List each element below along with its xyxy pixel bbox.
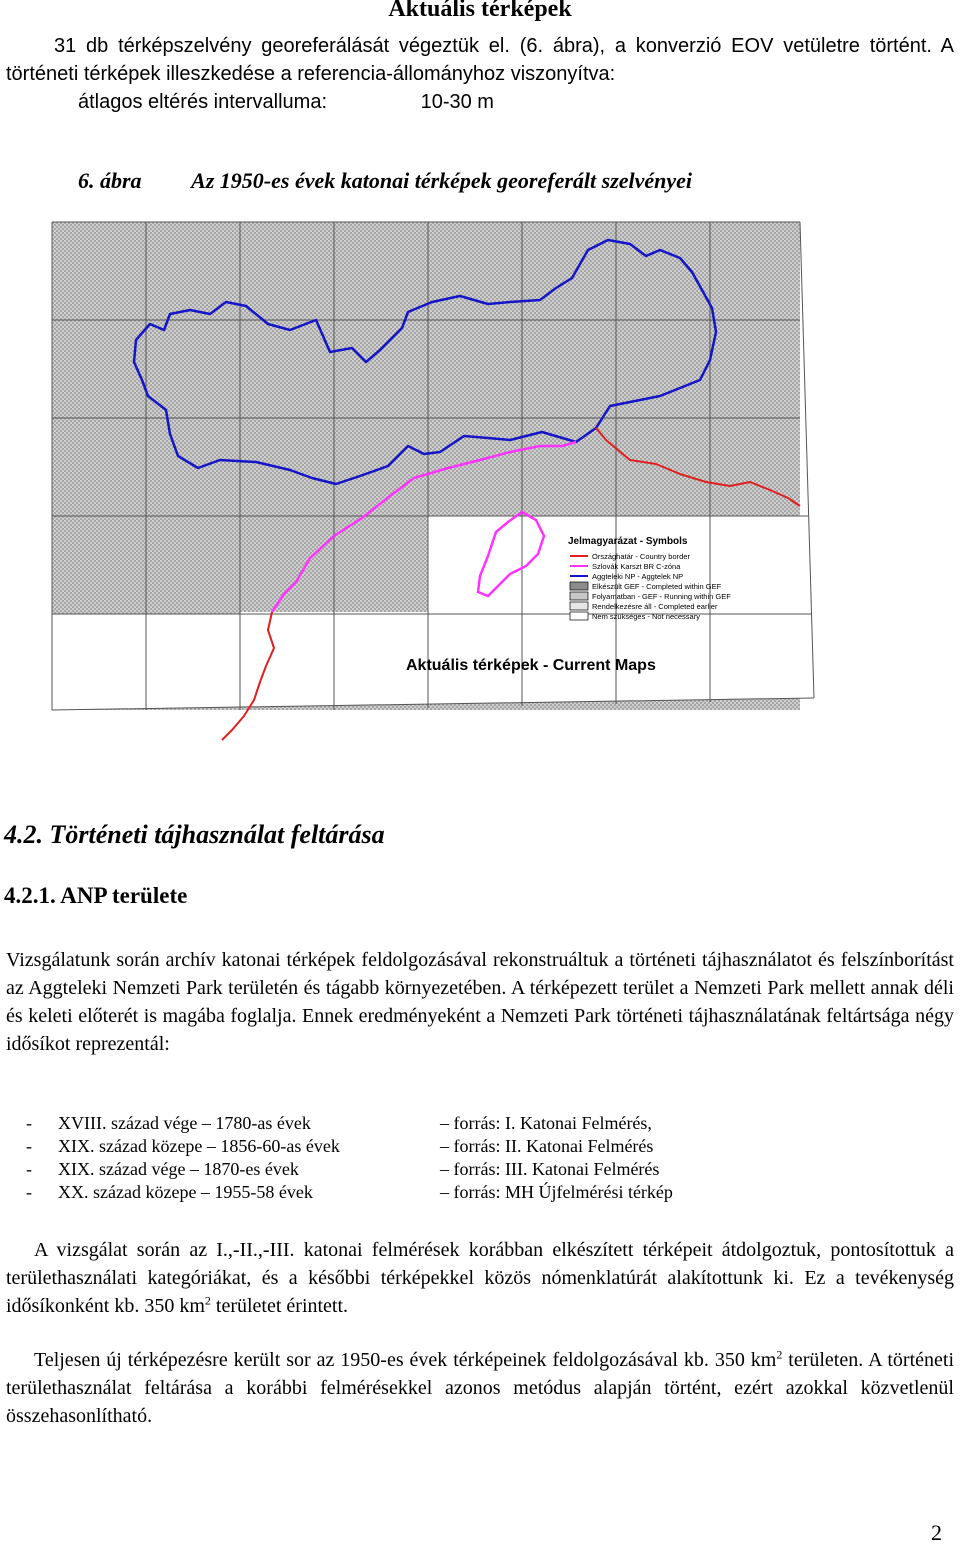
map-title: Aktuális térképek - Current Maps xyxy=(406,657,656,674)
figure-caption xyxy=(78,168,692,194)
legend-label: Rendelkezésre áll - Completed earlier xyxy=(592,602,718,611)
legend-label: Szlovák Karszt BR C-zóna xyxy=(592,562,681,571)
section-heading-4-2-1: 4.2.1. ANP területe xyxy=(4,883,188,908)
section-heading-4-2: 4.2. Történeti tájhasználat feltárása xyxy=(4,820,385,849)
completed-sheets xyxy=(52,222,810,710)
list-source: – forrás: II. Katonai Felmérés xyxy=(440,1136,654,1156)
paragraph-revision xyxy=(6,1236,954,1320)
page-heading: Aktuális térképek xyxy=(388,0,572,22)
legend-label: Nem szükséges - Not necessary xyxy=(592,612,700,621)
list-period: XVIII. század vége – 1780-as évek xyxy=(58,1113,311,1133)
list-item xyxy=(26,1181,673,1204)
list-source: – forrás: MH Újfelmérési térkép xyxy=(440,1182,673,1202)
period-list xyxy=(26,1112,673,1204)
intro-paragraph xyxy=(6,32,954,116)
deviation-value: 10-30 m xyxy=(420,91,494,113)
list-period: XX. század közepe – 1955-58 évek xyxy=(58,1182,313,1202)
list-dash: - xyxy=(26,1113,32,1133)
legend-label: Folyamatban - GEF - Running within GEF xyxy=(592,592,731,601)
list-period: XIX. század közepe – 1856-60-as évek xyxy=(58,1136,340,1156)
list-item xyxy=(26,1112,673,1135)
paragraph-methods: Vizsgálatunk során archív katonai térképek feldolgozásával rekonstruáltuk a történeti tájhasználatot és felszínborítást az Aggteleki Nemzeti Park területén és tágabb környezetében. A térképezett terület a Nemzeti Park mellett annak déli és keleti előterét is magába foglalja. Ennek eredményeként a Nemzeti Park történeti tájhasználatának feltártsága négy idősíkot reprezentál: xyxy=(6,949,954,1055)
superscript: 2 xyxy=(776,1347,783,1362)
legend-symbol xyxy=(570,582,588,590)
legend-label: Országhatár - Country border xyxy=(592,552,690,561)
list-item xyxy=(26,1158,673,1181)
para3-text: Teljesen új térképezésre került sor az 1950-es évek térképeinek feldolgozásával kb. 350 km xyxy=(34,1349,777,1371)
page-number: 2 xyxy=(931,1520,942,1545)
map-svg xyxy=(40,220,820,750)
list-dash: - xyxy=(26,1136,32,1156)
list-source: – forrás: III. Katonai Felmérés xyxy=(440,1159,660,1179)
legend-title: Jelmagyarázat - Symbols xyxy=(568,536,688,547)
list-item xyxy=(26,1135,673,1158)
para3-text-end: területen. A történeti területhasználat feltárása a korábbi felmérésekkel azonos metódus alapján történt, ezért azokkal közvetlenül összehasonlítható. xyxy=(6,1349,954,1427)
legend-symbol xyxy=(570,602,588,610)
superscript: 2 xyxy=(204,1293,211,1308)
legend-label: Elkészült GEF - Completed within GEF xyxy=(592,582,722,591)
figure-number: 6. ábra xyxy=(78,168,142,193)
intro-deviation-line xyxy=(6,88,954,116)
para2-text: A vizsgálat során az I.,-II.,-III. katonai felmérések korábban elkészített térképeit átdolgoztuk, pontosítottuk a területhasználati kategóriákat, és a későbbi térképekkel közös nómenklatúrát alakítottunk ki. Ez a tevékenység idősíkonként kb. 350 km xyxy=(6,1239,954,1317)
figure-caption-text: Az 1950-es évek katonai térképek georeferált szelvényei xyxy=(191,168,693,193)
legend-symbol xyxy=(570,592,588,600)
list-period: XIX. század vége – 1870-es évek xyxy=(58,1159,299,1179)
list-dash: - xyxy=(26,1159,32,1179)
list-dash: - xyxy=(26,1182,32,1202)
legend-label: Aggteleki NP - Aggtelek NP xyxy=(592,572,684,581)
legend-symbol xyxy=(570,612,588,620)
intro-text: 31 db térképszelvény georeferálását végeztük el. (6. ábra), a konverzió EOV vetületre történt. A történeti térképek illeszkedése a referencia-állományhoz viszonyítva: xyxy=(6,35,954,85)
para2-text-end: területet érintett. xyxy=(210,1295,349,1317)
list-source: – forrás: I. Katonai Felmérés, xyxy=(440,1113,652,1133)
deviation-label: átlagos eltérés intervalluma: xyxy=(78,91,328,113)
figure-map xyxy=(40,220,820,750)
paragraph-new-mapping xyxy=(6,1346,954,1430)
